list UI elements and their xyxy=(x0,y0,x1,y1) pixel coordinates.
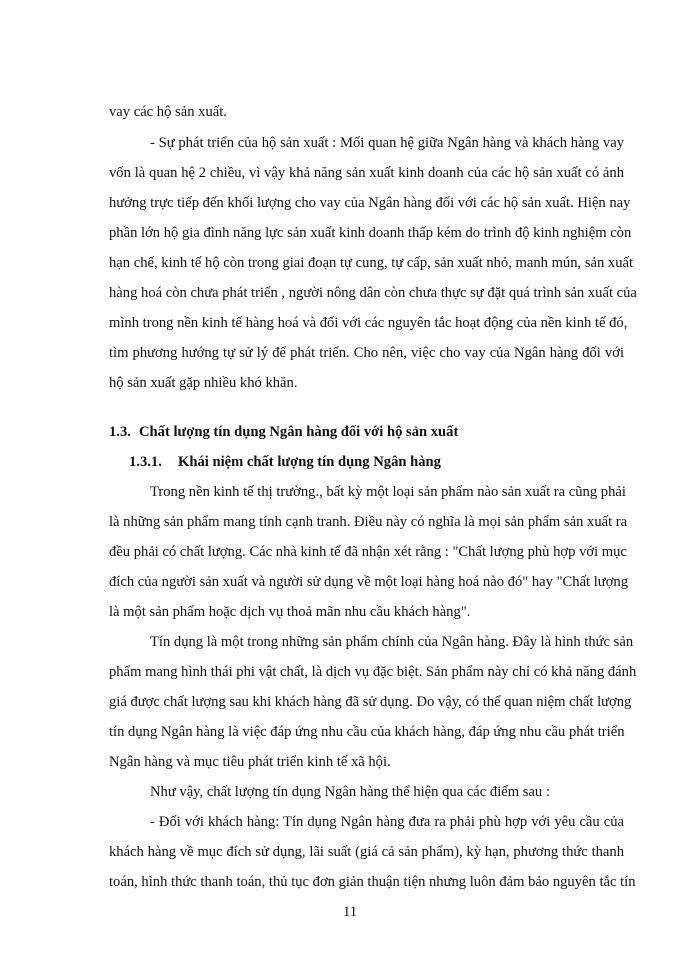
paragraph-line: là một sản phẩm hoặc dịch vụ thoả mãn nhu cầu khách hàng". xyxy=(109,604,471,620)
subsection-title: Khái niệm chất lượng tín dụng Ngân hàng xyxy=(178,454,441,470)
paragraph-line: - Sự phát triển của hộ sản xuất : Mối quan hệ giữa Ngân hàng và khách hàng vay xyxy=(150,135,624,151)
paragraph-line: phần lớn hộ gia đình năng lực sản xuất kinh doanh thấp kém do trình độ kinh nghiệm còn xyxy=(109,225,632,241)
paragraph-line: - Đối với khách hàng: Tín dụng Ngân hàng đưa ra phải phù hợp với yêu cầu của xyxy=(150,814,624,830)
section-title: Chất lượng tín dụng Ngân hàng đối với hộ sản xuất xyxy=(139,424,459,440)
paragraph-line: mình trong nền kinh tế hàng hoá và đối với các nguyên tắc hoạt động của nền kinh tế đó, xyxy=(109,315,628,331)
page-number: 11 xyxy=(342,904,358,920)
paragraph-line: hưởng trực tiếp đến khối lượng cho vay của Ngân hàng đối với các hộ sản xuất. Hiện nay xyxy=(109,195,631,211)
paragraph-line: giá được chất lượng sau khi khách hàng đã sử dụng. Do vậy, có thể quan niệm chất lượng xyxy=(109,694,632,710)
paragraph-line: là những sản phẩm mang tính cạnh tranh. Điều này có nghĩa là mọi sản phẩm sản xuất ra xyxy=(109,514,628,530)
paragraph-line: toán, hình thức thanh toán, thủ tục đơn giản thuận tiện nhưng luôn đảm bảo nguyên tắc tín xyxy=(109,874,636,890)
paragraph-line: Trong nền kinh tế thị trường., bất kỳ một loại sản phẩm nào sản xuất ra cũng phải xyxy=(150,484,626,500)
paragraph-line: vay các hộ sản xuất. xyxy=(109,104,227,120)
subsection-heading xyxy=(129,452,441,472)
paragraph-line: vốn là quan hệ 2 chiều, vì vậy khả năng sản xuất kinh doanh của các hộ sản xuất có ảnh xyxy=(109,165,624,181)
paragraph-line: Ngân hàng và mục tiêu phát triển kinh tế xã hội. xyxy=(109,754,391,770)
paragraph-line: Như vậy, chất lượng tín dụng Ngân hàng thể hiện qua các điểm sau : xyxy=(150,784,550,800)
paragraph-line: phẩm mang hình thái phi vật chất, là dịch vụ đặc biệt. Sản phẩm này chỉ có khả năng đánh xyxy=(109,664,637,680)
paragraph-line: hạn chế, kinh tế hộ còn trong giai đoạn tự cung, tự cấp, sản xuất nhỏ, manh mún, sản xuất xyxy=(109,255,634,271)
paragraph-line: khách hàng về mục đích sử dụng, lãi suất (giá cả sản phẩm), kỳ hạn, phương thức thanh xyxy=(109,844,624,860)
paragraph-line: đều phải có chất lượng. Các nhà kinh tế đã nhận xét rằng : "Chất lượng phù hợp với mục xyxy=(109,544,627,560)
paragraph-line: tín dụng Ngân hàng là việc đáp ứng nhu cầu của khách hàng, đáp ứng nhu cầu phát triển xyxy=(109,724,625,740)
subsection-number: 1.3.1. xyxy=(129,454,162,470)
paragraph-line: tìm phương hướng tự sử lý để phát triển. Cho nên, việc cho vay của Ngân hàng đối với xyxy=(109,345,624,361)
section-heading xyxy=(109,422,458,442)
paragraph-line: Tín dụng là một trong những sản phẩm chính của Ngân hàng. Đây là hình thức sản xyxy=(150,634,634,650)
section-number: 1.3. xyxy=(109,424,131,440)
paragraph-line: hộ sản xuất gặp nhiều khó khăn. xyxy=(109,375,298,391)
paragraph-line: hàng hoá còn chưa phát triển , người nông dân còn chưa thực sự đặt quá trình sản xuất của xyxy=(109,285,637,301)
paragraph-line: đích của người sản xuất và người sử dụng về một loại hàng hoá nào đó" hay "Chất lượng xyxy=(109,574,629,590)
